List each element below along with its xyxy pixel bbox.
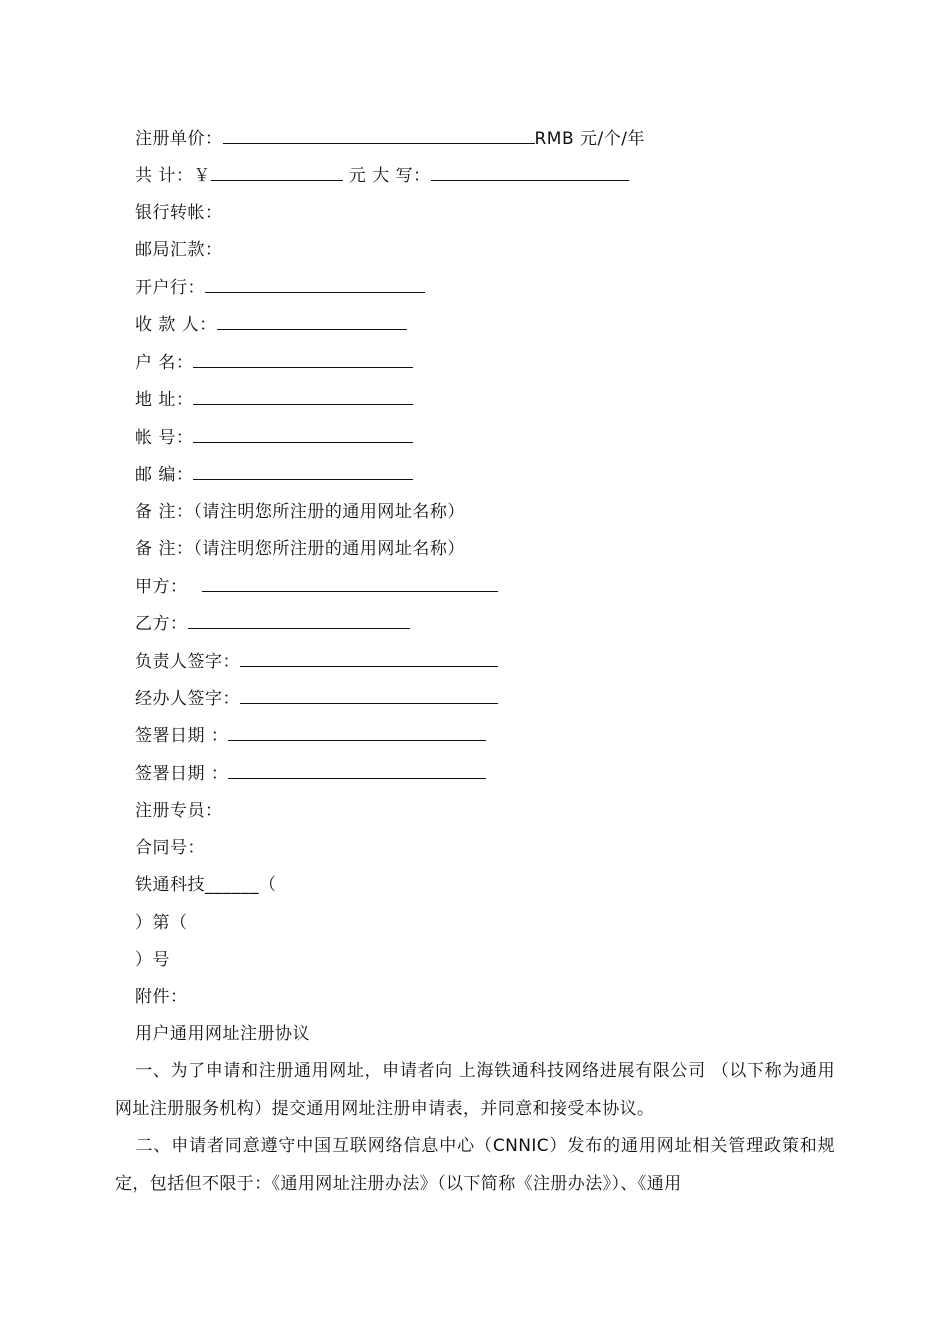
handler-sign-blank[interactable] — [240, 687, 498, 704]
attachment-row — [135, 985, 188, 1009]
total-capital-label: 元 大 写： — [342, 166, 431, 186]
party-b-blank[interactable] — [188, 612, 410, 629]
total-amount-blank[interactable] — [211, 164, 343, 181]
account-no-blank[interactable] — [193, 426, 413, 443]
post-remit-label: 邮局汇款： — [135, 240, 223, 260]
account-name-blank[interactable] — [193, 351, 413, 368]
sign-date-label: 签署日期 ： — [135, 764, 229, 784]
party-b-row — [135, 612, 410, 636]
contract-hao-row — [135, 948, 170, 972]
address-label: 地 址： — [135, 390, 194, 410]
payee-row — [135, 313, 407, 337]
sign-date-row-1 — [135, 724, 486, 748]
principal-sign-label: 负责人签字： — [135, 652, 240, 672]
remark-row-2 — [135, 537, 465, 561]
sign-date-row-2 — [135, 762, 486, 786]
bank-transfer-label: 银行转帐： — [135, 203, 223, 223]
contract-di-text: ）第（ — [135, 913, 188, 933]
contract-no-row — [135, 836, 205, 860]
bank-name-label: 开户行： — [135, 278, 205, 298]
address-blank[interactable] — [193, 388, 413, 405]
contract-prefix-row — [135, 873, 277, 897]
sign-date-blank[interactable] — [228, 762, 486, 779]
post-remit-row — [135, 238, 223, 262]
remark-text: 备 注：（请注明您所注册的通用网址名称） — [135, 539, 465, 559]
account-name-row — [135, 351, 413, 375]
remark-text: 备 注：（请注明您所注册的通用网址名称） — [135, 502, 465, 522]
agreement-title-text: 用户通用网址注册协议 — [135, 1024, 310, 1044]
contract-prefix-text: 铁通科技______（ — [135, 875, 277, 895]
unit-price-suffix: RMB 元/个/年 — [534, 129, 646, 149]
unit-price-row — [135, 127, 645, 151]
payee-label: 收 款 人： — [135, 315, 217, 335]
total-row — [135, 164, 629, 188]
clause-1-text: 一、为了申请和注册通用网址，申请者向 上海铁通科技网络进展有限公司 （以下称为通用网址注册服务机构）提交通用网址注册申请表，并同意和接受本协议。 — [115, 1061, 835, 1119]
handler-sign-row — [135, 687, 498, 711]
registrar-row — [135, 799, 223, 823]
postcode-label: 邮 编： — [135, 465, 194, 485]
handler-sign-label: 经办人签字： — [135, 689, 240, 709]
payee-blank[interactable] — [217, 313, 407, 330]
postcode-blank[interactable] — [193, 463, 413, 480]
remark-row-1 — [135, 500, 465, 524]
total-label: 共 计：￥ — [135, 166, 211, 186]
postcode-row — [135, 463, 413, 487]
sign-date-blank[interactable] — [228, 724, 486, 741]
attachment-label: 附件： — [135, 987, 188, 1007]
sign-date-label: 签署日期 ： — [135, 726, 229, 746]
address-row — [135, 388, 413, 412]
contract-hao-text: ）号 — [135, 950, 170, 970]
bank-transfer-row — [135, 201, 223, 225]
unit-price-label: 注册单价： — [135, 129, 223, 149]
account-name-label: 户 名： — [135, 353, 194, 373]
registrar-label: 注册专员： — [135, 801, 223, 821]
account-no-label: 帐 号： — [135, 428, 194, 448]
total-capital-blank[interactable] — [431, 164, 629, 181]
party-a-blank[interactable] — [202, 575, 498, 592]
party-b-label: 乙方： — [135, 614, 188, 634]
clause-2-text: 二、申请者同意遵守中国互联网络信息中心（CNNIC）发布的通用网址相关管理政策和规定，包括但不限于：《通用网址注册办法》（以下简称《注册办法》）、《通用 — [115, 1136, 835, 1194]
principal-sign-row — [135, 650, 498, 674]
party-a-label: 甲方： — [135, 577, 188, 597]
agreement-title — [135, 1022, 310, 1046]
agreement-clause-1 — [115, 1052, 835, 1128]
bank-name-row — [135, 276, 425, 300]
party-a-row — [135, 575, 498, 599]
bank-name-blank[interactable] — [205, 276, 425, 293]
contract-di-row — [135, 911, 188, 935]
account-no-row — [135, 426, 413, 450]
agreement-clause-2 — [115, 1127, 835, 1203]
contract-no-label: 合同号： — [135, 838, 205, 858]
principal-sign-blank[interactable] — [240, 650, 498, 667]
unit-price-blank[interactable] — [223, 127, 535, 144]
